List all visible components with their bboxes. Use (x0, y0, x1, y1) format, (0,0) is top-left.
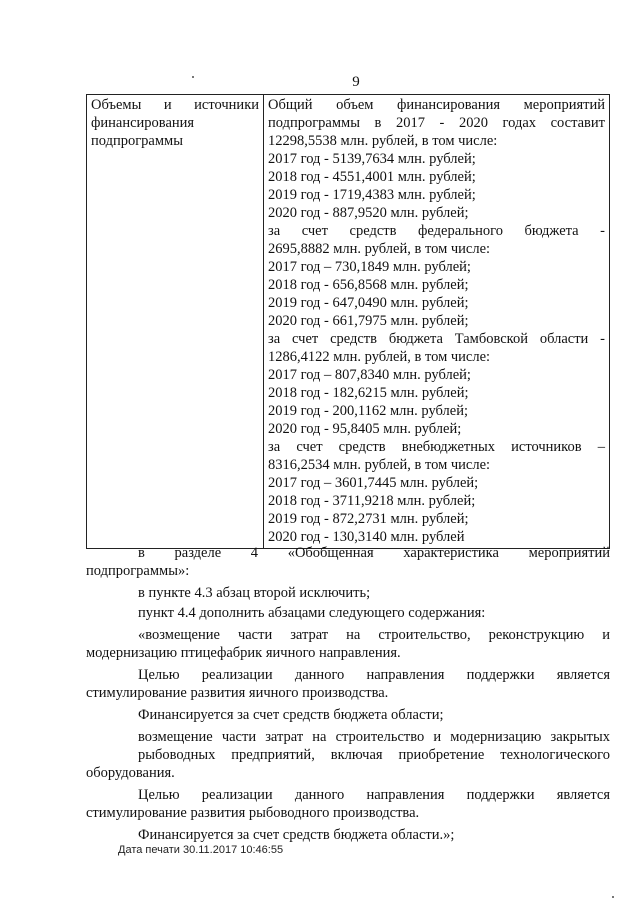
extra-year-2020: 2020 год - 130,3140 млн. рублей (268, 529, 465, 545)
extra-year-2018: 2018 год - 3711,9218 млн. рублей; (268, 493, 476, 509)
scan-speck (612, 896, 614, 898)
paragraph-line: модернизацию птицефабрик яичного направления. (86, 645, 401, 661)
total-line-2: подпрограммы в 2017 - 2020 годах составит (268, 115, 605, 131)
regional-line-2: 1286,4122 млн. рублей, в том числе: (268, 349, 491, 365)
total-year-2018: 2018 год - 4551,4001 млн. рублей; (268, 169, 476, 185)
federal-line-2: 2695,8882 млн. рублей, в том числе: (268, 241, 491, 257)
paragraph-egg-compensation (86, 626, 610, 662)
paragraph-line: Целью реализации данного направления поддержки является (138, 667, 610, 683)
regional-year-2020: 2020 год - 95,8405 млн. рублей; (268, 421, 462, 437)
scan-speck (192, 76, 194, 78)
financing-table (86, 94, 610, 549)
paragraph-line: стимулирование развития рыбоводного производства. (86, 805, 420, 821)
paragraph-line: оборудования. (86, 765, 175, 781)
regional-line-1: за счет средств бюджета Тамбовской области - (268, 331, 605, 347)
paragraph-section-4 (86, 544, 610, 580)
extra-year-2017: 2017 год – 3601,7445 млн. рублей; (268, 475, 479, 491)
paragraph-egg-goal (86, 666, 610, 702)
paragraph-egg-funding: Финансируется за счет средств бюджета области; (138, 707, 444, 723)
paragraph-line: в разделе 4 «Обобщенная характеристика мероприятий (138, 545, 610, 561)
table-row (87, 95, 610, 549)
paragraph-line: подпрограммы»: (86, 563, 190, 579)
table-value-cell (264, 95, 610, 549)
federal-year-2018: 2018 год - 656,8568 млн. рублей; (268, 277, 469, 293)
regional-year-2017: 2017 год – 807,8340 млн. рублей; (268, 367, 471, 383)
extra-year-2019: 2019 год - 872,2731 млн. рублей; (268, 511, 469, 527)
federal-year-2020: 2020 год - 661,7975 млн. рублей; (268, 313, 469, 329)
regional-year-2018: 2018 год - 182,6215 млн. рублей; (268, 385, 469, 401)
extra-line-2: 8316,2534 млн. рублей, в том числе: (268, 457, 491, 473)
body-text (86, 544, 610, 848)
paragraph-line: стимулирование развития яичного производства. (86, 685, 389, 701)
page-number: 9 (352, 74, 360, 90)
table-label-text: Объемы и источники финансирования подпрограммы (91, 97, 259, 149)
table-label-cell (87, 95, 264, 549)
paragraph-line: рыбоводных предприятий, включая приобретение технологического (138, 747, 610, 763)
total-line-1: Общий объем финансирования мероприятий (268, 97, 605, 113)
paragraph-line: возмещение части затрат на строительство и модернизацию закрытых (138, 729, 610, 745)
extra-line-1: за счет средств внебюджетных источников – (268, 439, 605, 455)
total-year-2020: 2020 год - 887,9520 млн. рублей; (268, 205, 469, 221)
paragraph-line: «возмещение части затрат на строительство, реконструкцию и (138, 627, 610, 643)
paragraph-fish-compensation (86, 728, 610, 782)
federal-line-1: за счет средств федерального бюджета - (268, 223, 605, 239)
federal-year-2017: 2017 год – 730,1849 млн. рублей; (268, 259, 471, 275)
paragraph-item-4-3: в пункте 4.3 абзац второй исключить; (138, 585, 371, 601)
total-year-2017: 2017 год - 5139,7634 млн. рублей; (268, 151, 476, 167)
regional-year-2019: 2019 год - 200,1162 млн. рублей; (268, 403, 468, 419)
total-year-2019: 2019 год - 1719,4383 млн. рублей; (268, 187, 476, 203)
federal-year-2019: 2019 год - 647,0490 млн. рублей; (268, 295, 469, 311)
paragraph-item-4-4: пункт 4.4 дополнить абзацами следующего содержания: (138, 605, 486, 621)
paragraph-line: Целью реализации данного направления поддержки является (138, 787, 610, 803)
total-line-3: 12298,5538 млн. рублей, в том числе: (268, 133, 498, 149)
print-date-stamp: Дата печати 30.11.2017 10:46:55 (118, 844, 284, 856)
paragraph-fish-goal (86, 786, 610, 822)
paragraph-fish-funding: Финансируется за счет средств бюджета области.»; (138, 827, 455, 843)
